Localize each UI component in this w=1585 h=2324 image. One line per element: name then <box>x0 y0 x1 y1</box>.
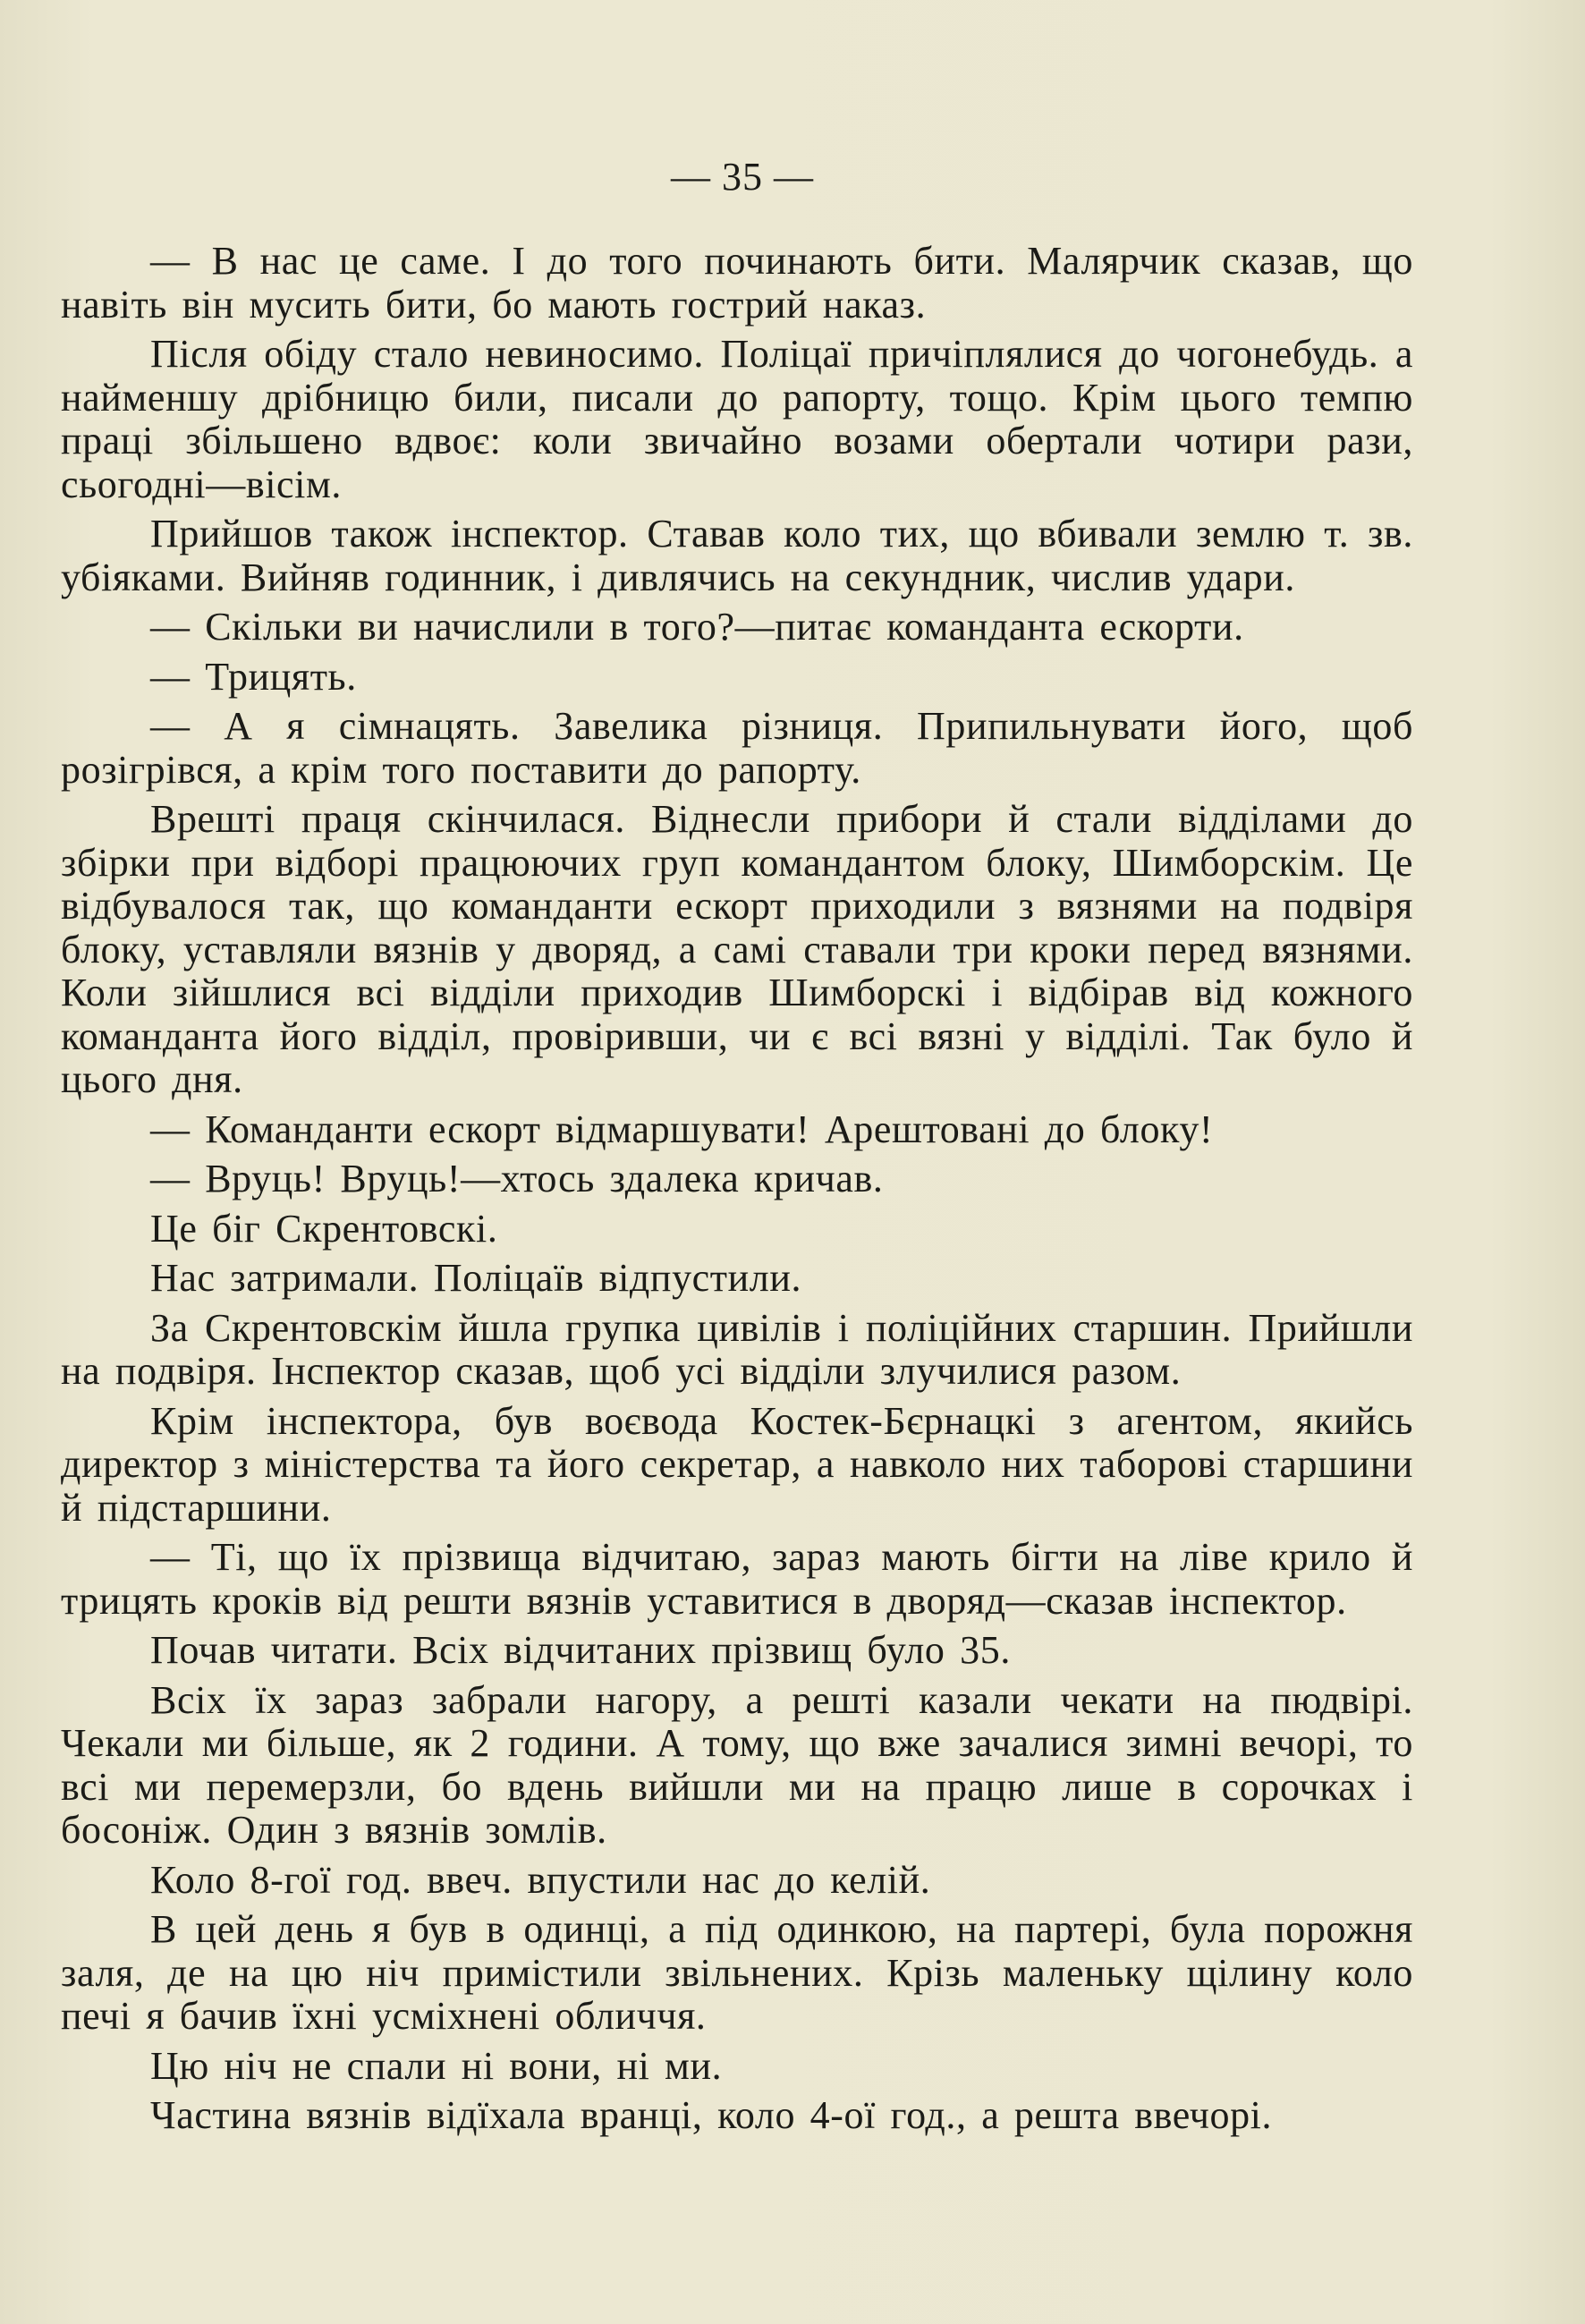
paragraph: — Трицять. <box>150 654 357 699</box>
paragraph: В цей день я був в одинці, а під одинкою, на партері, була порожня заля, де на цю ніч примістили звільнених. Крізь маленьку щілину коло печі я бачив їхні усміхнені обличчя. <box>61 1907 1413 2038</box>
paragraph: Крім інспектора, був воєвода Костек-Бєрнацкі з агентом, якийсь директор з міністерства та його секретар, а навколо них таборові старшини й підстаршини. <box>61 1398 1413 1530</box>
paragraph: — Команданти ескорт відмаршувати! Арештовані до блоку! <box>150 1107 1214 1151</box>
paragraph: Всіх їх зараз забрали нагору, а решті казали чекати на пюдвірі. Чекали ми більше, як 2 години. А тому, що вже зачалися зимні вечорі, то всі ми перемерзли, бо вдень вийшли ми на працю лише в сорочках і босоніж. Один з вязнів зомлів. <box>61 1677 1413 1852</box>
paragraph: — Ті, що їх прізвища відчитаю, зараз мають бігти на ліве крило й трицять кроків від решти вязнів уставитися в дворяд—сказав інспектор. <box>61 1535 1413 1623</box>
paragraph: Врешті праця скінчилася. Віднесли прибори й стали відділами до збірки при відборі працюючих груп командантом блоку, Шимборскім. Це відбувалося так, що команданти ескорт приходили з вязнями на подвіря блоку, уставляли вязнів у дворяд, а самі ставали три кроки перед вязнями. Коли зійшлися всі відділи приходив Шимборскі і відбірав від кожного команданта його відділ, провіривши, чи є всі вязні у відділі. Так було й цього дня. <box>61 797 1413 1101</box>
paragraph: Нас затримали. Поліцаїв відпустили. <box>150 1256 802 1300</box>
paragraph: — Скільки ви начислили в того?—питає команданта ескорти. <box>150 605 1244 649</box>
body-text <box>61 240 1413 2138</box>
paragraph: — А я сімнацять. Завелика різниця. Припильнувати його, щоб розігрівся, а крім того поставити до рапорту. <box>61 704 1413 792</box>
paragraph: Почав читати. Всіх відчитаних прізвищ було 35. <box>150 1628 1011 1672</box>
paragraph: Прийшов також інспектор. Ставав коло тих, що вбивали землю т. зв. убіяками. Вийняв годинник, і дивлячись на секундник, числив удари. <box>61 512 1413 599</box>
paragraph: — Вруць! Вруць!—хтось здалека кричав. <box>150 1157 884 1200</box>
paragraph: — В нас це саме. І до того починають бити. Малярчик сказав, що навіть він мусить бити, бо мають гострий наказ. <box>61 239 1413 327</box>
page-number: — 35 — <box>671 155 814 199</box>
paragraph: Після обіду стало невиносимо. Поліцаї причіплялися до чогонебудь. а найменшу дрібницю били, писали до рапорту, тощо. Крім цього темпю праці збільшено вдвоє: коли звичайно возами обертали чотири рази, сьогодні—вісім. <box>61 332 1413 506</box>
paragraph: Коло 8-гої год. ввеч. впустили нас до келій. <box>150 1857 931 1902</box>
paragraph: Цю ніч не спали ні вони, ні ми. <box>150 2043 723 2088</box>
paragraph: Це біг Скрентовскі. <box>150 1206 498 1251</box>
paragraph: За Скрентовскім йшла групка цивілів і поліційних старшин. Прийшли на подвіря. Інспектор сказав, щоб усі відділи злучилися разом. <box>61 1305 1413 1393</box>
paragraph: Частина вязнів відїхала вранці, коло 4-ої год., а решта ввечорі. <box>150 2093 1273 2137</box>
